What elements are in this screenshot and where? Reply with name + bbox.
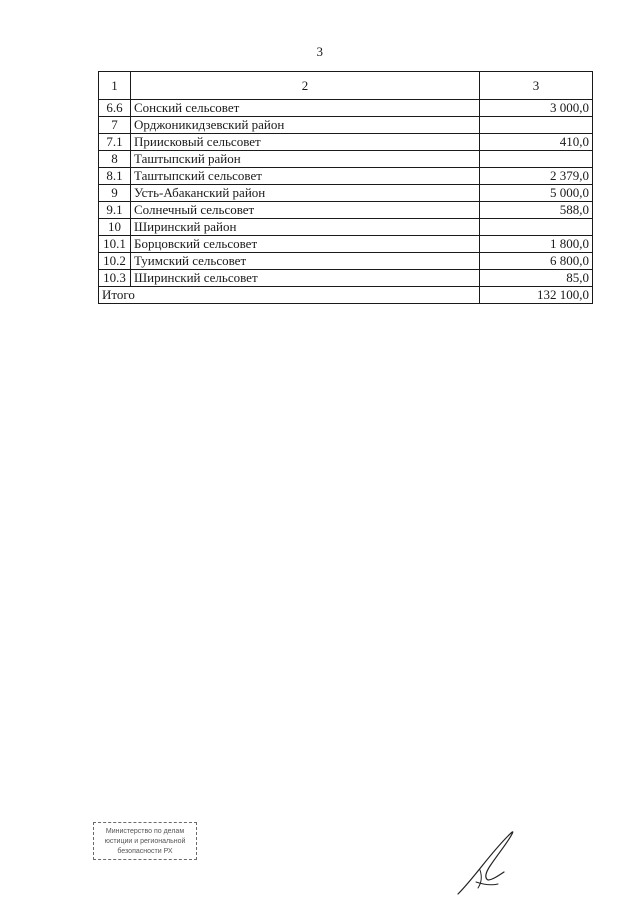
- row-number: 10.3: [99, 270, 131, 287]
- row-name: Таштыпский район: [131, 151, 480, 168]
- table-header-row: [99, 72, 593, 100]
- table-row: [99, 168, 593, 185]
- header-col-3: 3: [480, 72, 593, 100]
- row-value: 2 379,0: [480, 168, 593, 185]
- row-number: 10.1: [99, 236, 131, 253]
- row-value: 3 000,0: [480, 100, 593, 117]
- row-number: 7: [99, 117, 131, 134]
- row-value: [480, 219, 593, 236]
- row-value: 410,0: [480, 134, 593, 151]
- row-name: Усть-Абаканский район: [131, 185, 480, 202]
- registration-stamp: [93, 822, 197, 860]
- table-row: [99, 236, 593, 253]
- row-value: [480, 117, 593, 134]
- row-name: Борцовский сельсовет: [131, 236, 480, 253]
- row-number: 8: [99, 151, 131, 168]
- row-name: Ширинский сельсовет: [131, 270, 480, 287]
- total-value: 132 100,0: [480, 287, 593, 304]
- row-number: 10.2: [99, 253, 131, 270]
- row-number: 9: [99, 185, 131, 202]
- stamp-line: безопасности РХ: [117, 848, 173, 855]
- row-name: Приисковый сельсовет: [131, 134, 480, 151]
- allocation-table: [98, 71, 593, 304]
- handwritten-signature: [452, 826, 524, 898]
- table-row: [99, 117, 593, 134]
- row-number: 7.1: [99, 134, 131, 151]
- row-name: Таштыпский сельсовет: [131, 168, 480, 185]
- row-name: Туимский сельсовет: [131, 253, 480, 270]
- total-label: Итого: [99, 287, 480, 304]
- row-name: Ширинский район: [131, 219, 480, 236]
- table-row: [99, 185, 593, 202]
- row-number: 8.1: [99, 168, 131, 185]
- table-row: [99, 151, 593, 168]
- stamp-line: Министерство по делам: [105, 828, 185, 835]
- row-value: 588,0: [480, 202, 593, 219]
- row-value: 5 000,0: [480, 185, 593, 202]
- table-row: [99, 100, 593, 117]
- row-value: 1 800,0: [480, 236, 593, 253]
- row-value: 6 800,0: [480, 253, 593, 270]
- row-name: Сонский сельсовет: [131, 100, 480, 117]
- row-number: 10: [99, 219, 131, 236]
- row-value: 85,0: [480, 270, 593, 287]
- table-row: [99, 253, 593, 270]
- page-number: 3: [316, 44, 324, 59]
- header-col-1: 1: [99, 72, 131, 100]
- row-value: [480, 151, 593, 168]
- header-col-2: 2: [131, 72, 480, 100]
- row-name: Солнечный сельсовет: [131, 202, 480, 219]
- row-number: 9.1: [99, 202, 131, 219]
- row-number: 6.6: [99, 100, 131, 117]
- table-total-row: [99, 287, 593, 304]
- table-row: [99, 202, 593, 219]
- row-name: Орджоникидзевский район: [131, 117, 480, 134]
- stamp-line: юстиции и региональной: [104, 838, 186, 845]
- table-row: [99, 270, 593, 287]
- table-row: [99, 219, 593, 236]
- table-row: [99, 134, 593, 151]
